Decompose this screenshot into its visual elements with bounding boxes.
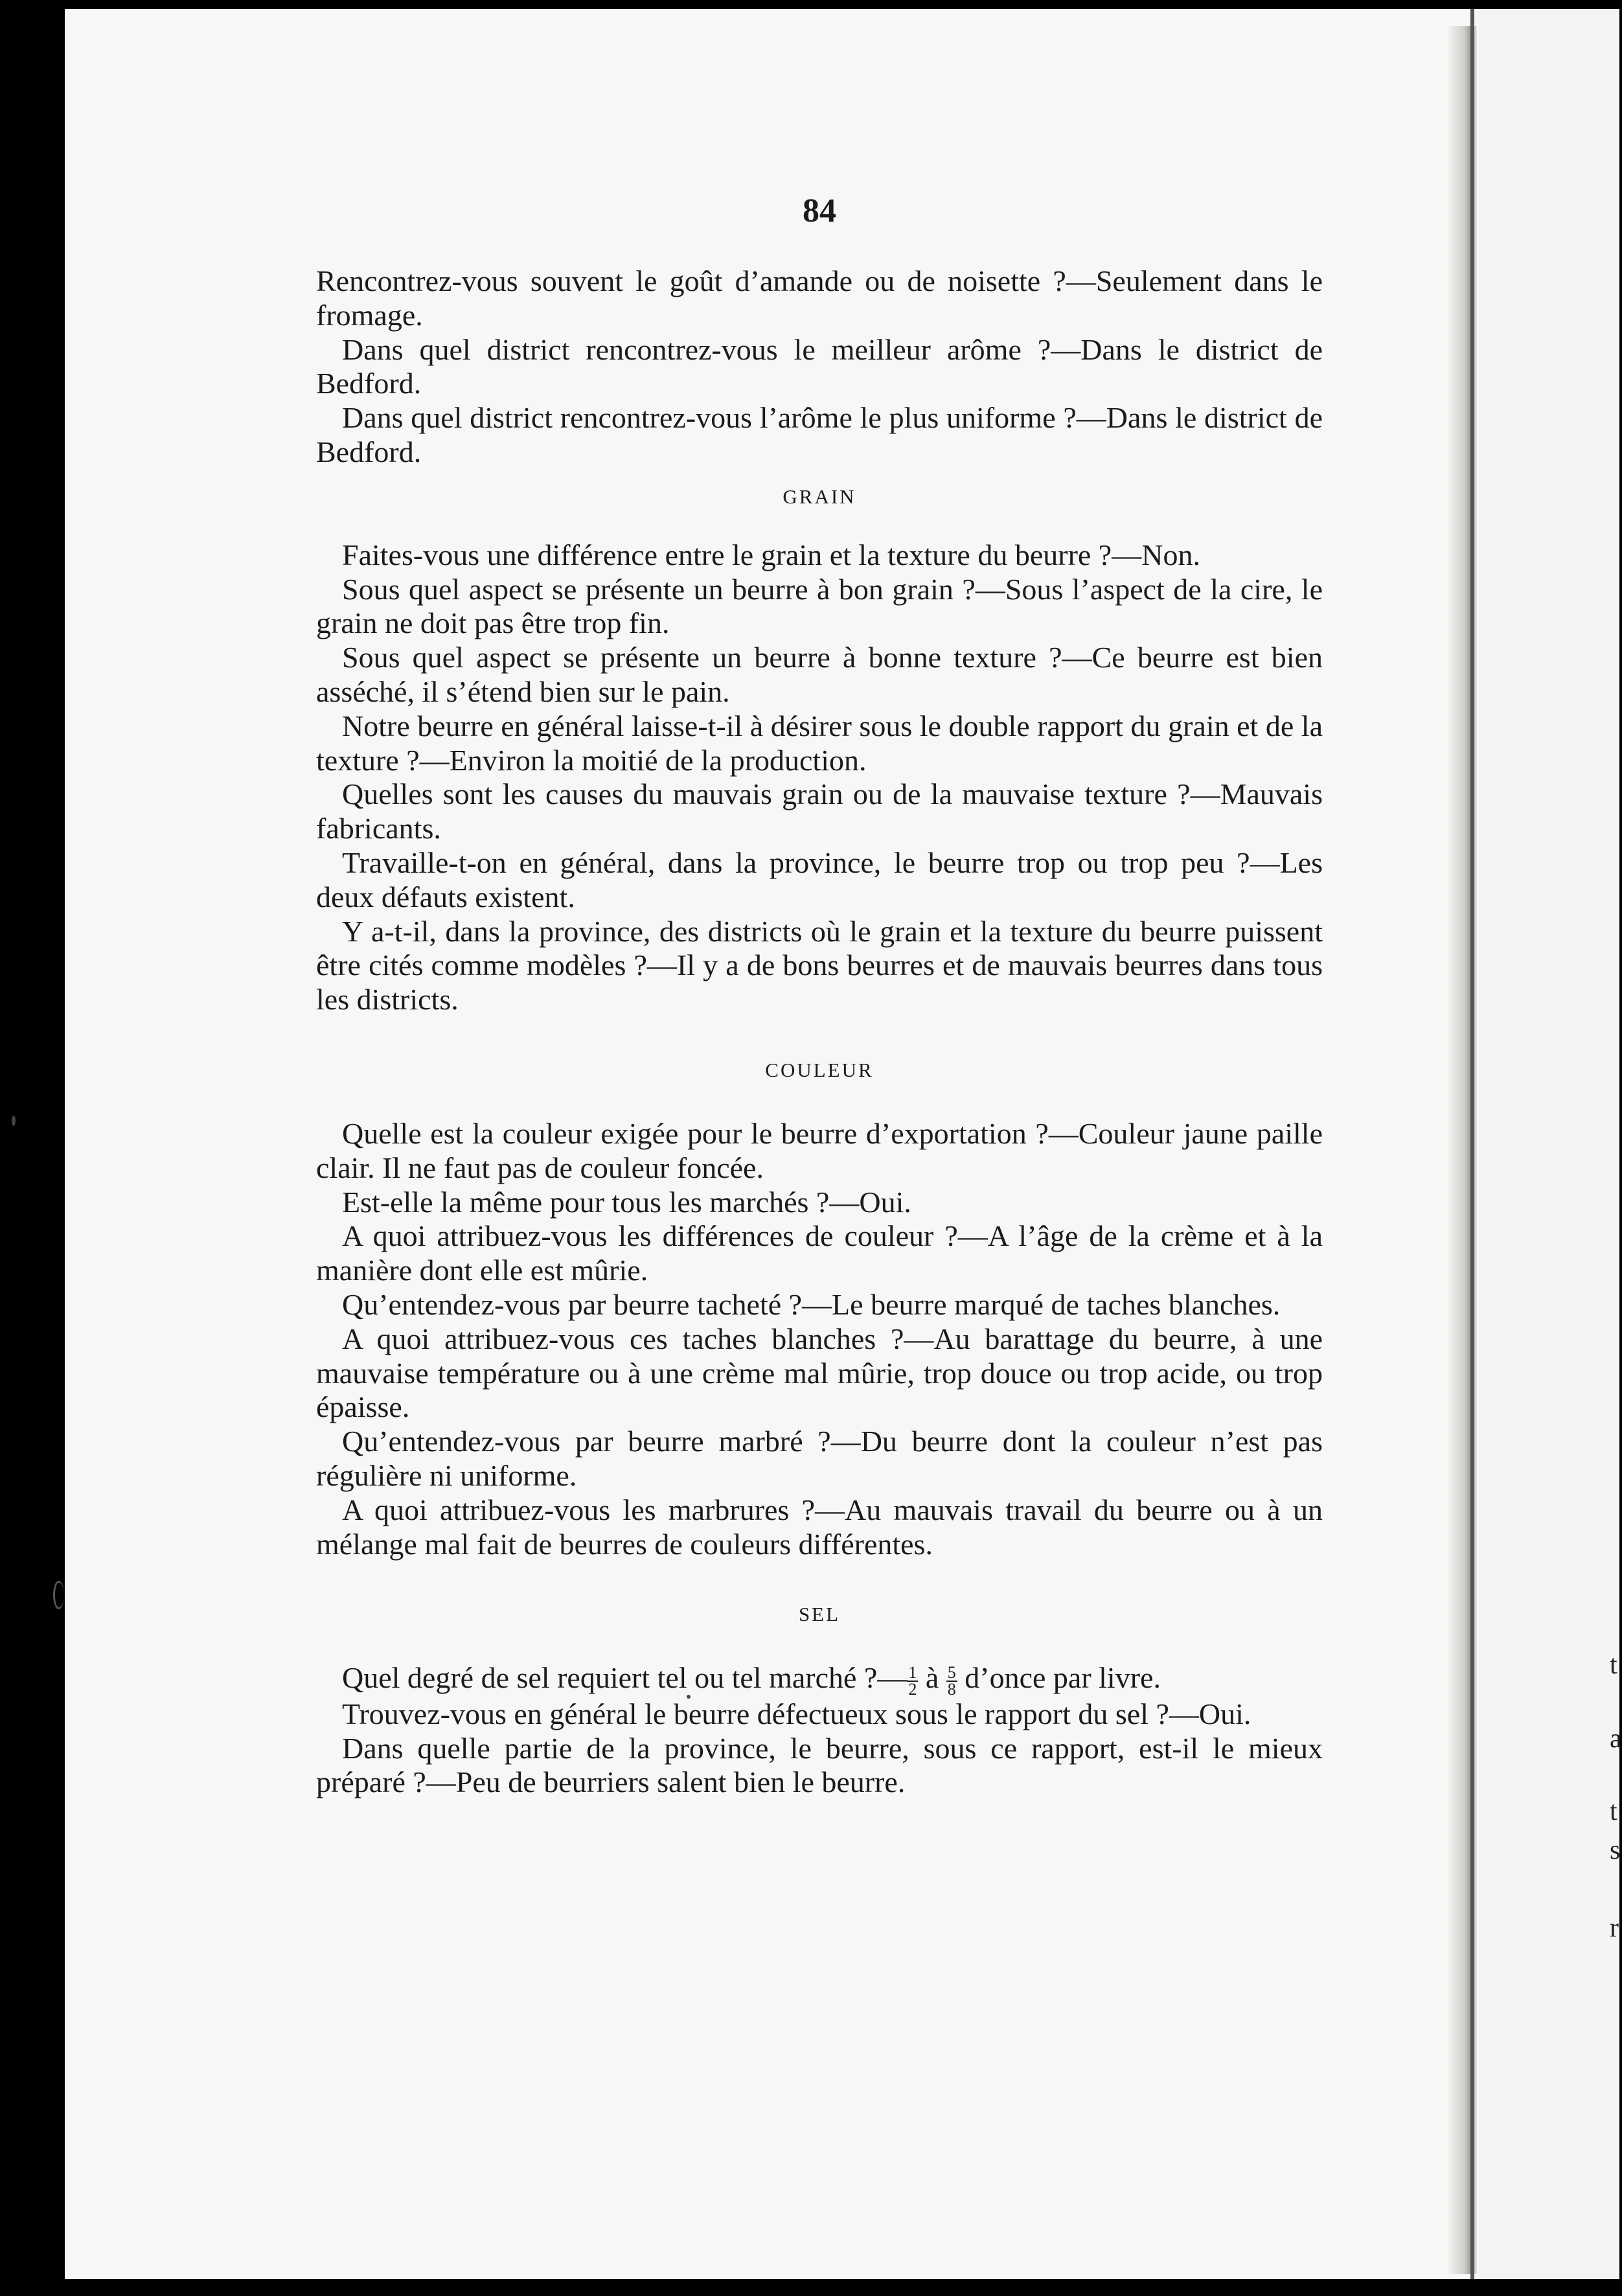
paragraph: Dans quel district rencontrez-vous le meilleur arôme ?—Dans le district de Bedford. [316,332,1323,400]
salt-question-text: à [918,1661,946,1695]
salt-question-text: Quel degré de sel requiert tel ou tel marché ?— [342,1661,908,1695]
paragraph: A quoi attribuez-vous ces taches blanches ?—Au barattage du beurre, à une mauvaise température ou à une crème mal mûrie, trop douce ou trop acide, ou trop épaisse. [316,1322,1323,1424]
paragraph-salt-quantity [316,1661,1323,1697]
adjacent-page-letter: t [1610,1650,1617,1680]
adjacent-page-letter: s [1610,1835,1621,1865]
page-edge [1470,9,1474,2279]
paragraph: Travaille-t-on en général, dans la province, le beurre trop ou trop peu ?—Les deux défauts existent. [316,845,1323,913]
fraction-one-half [907,1662,918,1699]
fraction-numerator: 1 [908,1662,917,1682]
paragraph: Sous quel aspect se présente un beurre à bon grain ?—Sous l’aspect de la cire, le grain ne doit pas être trop fin. [316,572,1323,640]
paragraph: Qu’entendez-vous par beurre tacheté ?—Le beurre marqué de taches blanches. [342,1287,1281,1321]
scan-speck [53,1581,64,1609]
fraction-five-eighths [946,1662,957,1699]
paragraph: Est-elle la même pour tous les marchés ?—Oui. [342,1185,911,1219]
page-text [316,192,1323,1800]
paragraph: Notre beurre en général laisse-t-il à désirer sous le double rapport du grain et de la texture ?—Environ la moitié de la production. [316,709,1323,777]
salt-question-text: d’once par livre. [957,1661,1161,1695]
paragraph: Quelle est la couleur exigée pour le beurre d’exportation ?—Couleur jaune paille clair. Il ne faut pas de couleur foncée. [316,1116,1323,1184]
paragraph: Rencontrez-vous souvent le goût d’amande ou de noisette ?—Seulement dans le fromage. [316,264,1323,332]
section-heading-couleur: COULEUR [765,1058,874,1081]
fraction-numerator: 5 [947,1662,956,1682]
adjacent-page-letter: r [1610,1913,1619,1943]
paragraph: Dans quelle partie de la province, le beurre, sous ce rapport, est-il le mieux préparé ?—Peu de beurriers salent bien le beurre. [316,1731,1323,1799]
paragraph: A quoi attribuez-vous les marbrures ?—Au mauvais travail du beurre ou à un mélange mal fait de beurres de couleurs différentes. [316,1493,1323,1561]
section-heading-grain: GRAIN [782,485,856,508]
section-heading-sel: SEL [798,1603,841,1626]
paragraph: A quoi attribuez-vous les différences de couleur ?—A l’âge de la crème et à la manière dont elle est mûrie. [316,1219,1323,1287]
paragraph: Dans quel district rencontrez-vous l’arôme le plus uniforme ?—Dans le district de Bedford. [316,401,1323,468]
paragraph: Qu’entendez-vous par beurre marbré ?—Du beurre dont la couleur n’est pas régulière ni uniforme. [316,1425,1323,1492]
fraction-denominator: 2 [908,1679,917,1699]
paragraph: Sous quel aspect se présente un beurre à bonne texture ?—Ce beurre est bien asséché, il s’étend bien sur le pain. [316,641,1323,708]
paragraph: Faites-vous une différence entre le grain et la texture du beurre ?—Non. [342,538,1200,571]
scan-speck [12,1116,16,1126]
adjacent-page-fragment [1479,9,1622,2279]
fraction-denominator: 8 [947,1679,956,1699]
adjacent-page-letter: t [1610,1797,1617,1826]
page-number: 84 [803,192,836,229]
paragraph: Trouvez-vous en général le beurre défectueux sous le rapport du sel ?—Oui. [342,1697,1251,1730]
paragraph: Y a-t-il, dans la province, des districts où le grain et la texture du beurre puissent être cités comme modèles ?—Il y a de bons beurres et de mauvais beurres dans tous les districts. [316,914,1323,1016]
paragraph: Quelles sont les causes du mauvais grain ou de la mauvaise texture ?—Mauvais fabricants. [316,777,1323,845]
adjacent-page-letter: a [1610,1724,1622,1754]
